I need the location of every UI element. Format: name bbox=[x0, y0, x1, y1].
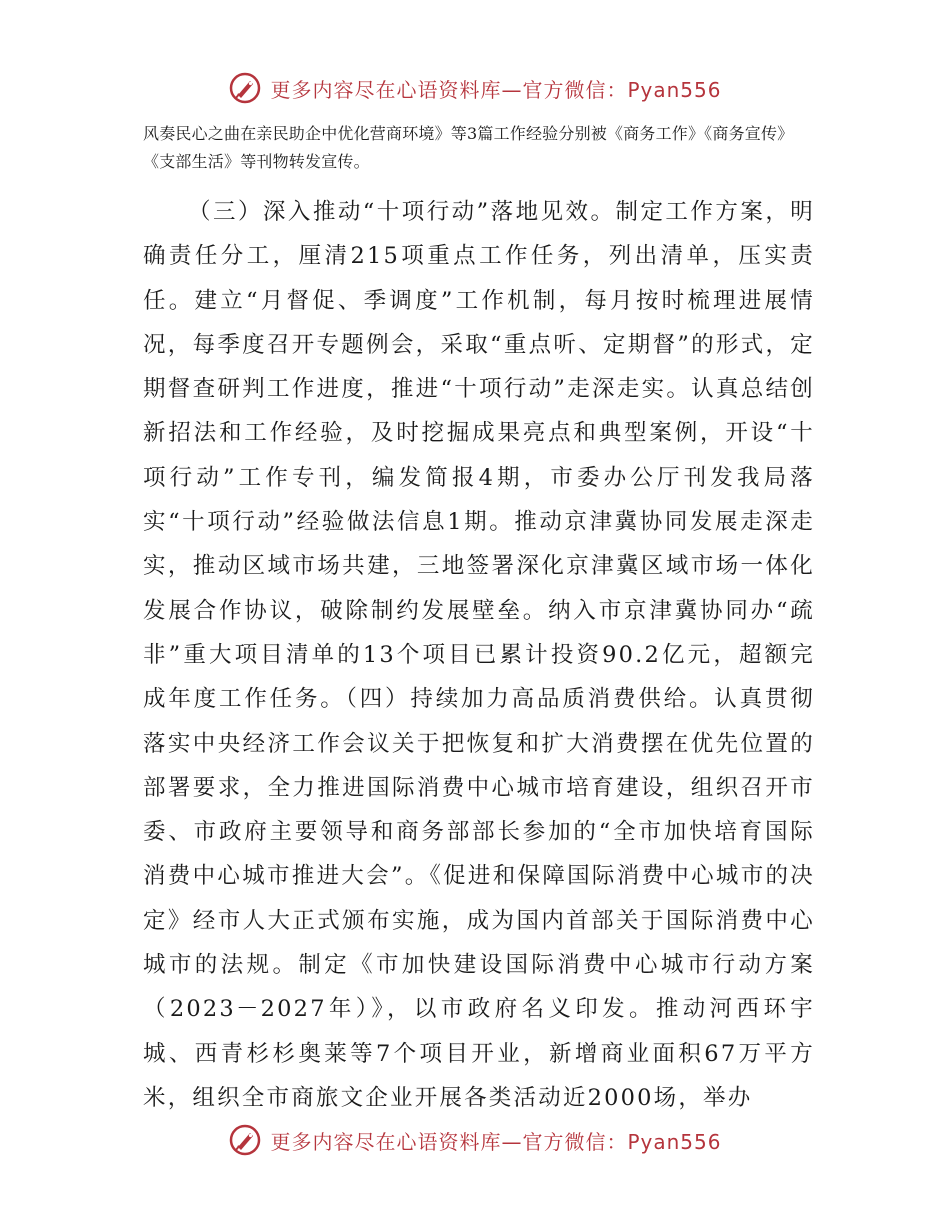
footer-watermark-banner bbox=[0, 1120, 950, 1160]
pen-nib-circle-icon bbox=[228, 1123, 262, 1157]
footer-banner-text: 更多内容尽在心语资料库—官方微信：Pyan556 bbox=[270, 1129, 722, 1154]
pen-nib-circle-icon bbox=[228, 71, 262, 105]
header-watermark-banner bbox=[0, 68, 950, 108]
body-paragraph: （三）深入推动“十项行动”落地见效。制定工作方案，明确责任分工，厘清215项重点工作任务，列出清单，压实责任。建立“月督促、季调度”工作机制，每月按时梳理进展情况，每季度召开专题例会，采取“重点听、定期督”的形式，定期督查研判工作进度，推进“十项行动”走深走实。认真总结创新招法和工作经验，及时挖掘成果亮点和典型案例，开设“十项行动”工作专刊，编发简报4期，市委办公厅刊发我局落实“十项行动”经验做法信息1期。推动京津冀协同发展走深走实，推动区域市场共建，三地签署深化京津冀区域市场一体化发展合作协议，破除制约发展壁垒。纳入市京津冀协同办“疏非”重大项目清单的13个项目已累计投资90.2亿元，超额完成年度工作任务。（四）持续加力高品质消费供给。认真贯彻落实中央经济工作会议关于把恢复和扩大消费摆在优先位置的部署要求，全力推进国际消费中心城市培育建设，组织召开市委、市政府主要领导和商务部部长参加的“全市加快培育国际消费中心城市推进大会”。《促进和保障国际消费中心城市的决定》经市人大正式颁布实施，成为国内首部关于国际消费中心城市的法规。制定《市加快建设国际消费中心城市行动方案（2023－2027年）》，以市政府名义印发。推动河西环宇城、西青杉杉奥莱等7个项目开业，新增商业面积67万平方米，组织全市商旅文企业开展各类活动近2000场，举办 bbox=[143, 199, 815, 1111]
lead-paragraph: 风奏民心之曲在亲民助企中优化营商环境》等3篇工作经验分别被《商务工作》《商务宣传》《支部生活》等刊物转发宣传。 bbox=[143, 124, 794, 171]
header-banner-text: 更多内容尽在心语资料库—官方微信：Pyan556 bbox=[270, 77, 722, 102]
